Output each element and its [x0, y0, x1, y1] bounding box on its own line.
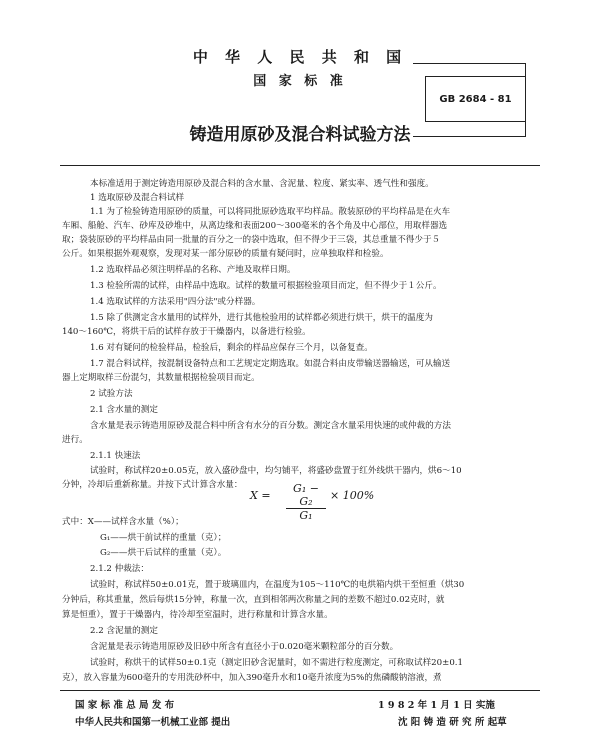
formula-legend: G₂——烘干后试样的重量（克）。: [100, 548, 227, 558]
intro-paragraph: 本标准适用于测定铸造用原砂及混合料的含水量、含泥量、粒度、紧实率、透气性和强度。: [90, 179, 434, 189]
formula-legend: G₁——烘干前试样的重量（克）；: [100, 533, 227, 543]
moisture-formula: [250, 482, 400, 522]
paragraph-line: 1.4 选取试样的方法采用"四分法"或分样器。: [90, 297, 261, 307]
paragraph-line: 1.7 混合料试样，按混制设备特点和工艺规定定期选取。如混合料由皮带输送器输送，可从输送: [90, 359, 451, 369]
paragraph-line: 试验时，称试样50±0.01克，置于玻璃皿内，在温度为105～110℃的电烘箱内烘干至恒重（烘30: [90, 580, 465, 590]
document-title: 铸造用原砂及混合料试验方法: [189, 125, 411, 145]
paragraph-line: 进行。: [62, 435, 88, 445]
formula-numerator: G₁ − G₂: [286, 482, 326, 509]
paragraph-line: 含水量是表示铸造用原砂及混合料中所含有水分的百分数。测定含水量采用快速的或仲裁的方法: [90, 421, 451, 431]
title-rule: [60, 165, 540, 166]
paragraph-line: 1.3 检验所需的试样，由样品中选取。试样的数量可根据检验项目而定，但不得少于１公斤。: [90, 281, 442, 291]
section-heading: 2 试验方法: [90, 389, 133, 399]
paragraph-line: 含泥量是表示铸造用原砂及旧砂中所含有直径小于0.020毫米颗粒部分的百分数。: [90, 642, 399, 652]
formula-denominator: G₁: [299, 509, 313, 522]
paragraph-line: 140～160℃，将烘干后的试样存放于干燥器内，以备进行检验。: [62, 327, 311, 337]
paragraph-line: 试验时，称试样20±0.05克，放入盛砂盘中，均匀铺平，将盛砂盘置于红外线烘干器内，烘6～10: [90, 466, 462, 476]
formula-legend: 式中：X——试样含水量（%）；: [62, 517, 184, 527]
paragraph-line: 克），放入容量为600毫升的专用洗砂杯中，加入390毫升水和10毫升浓度为5%的焦磷酸钠溶液，煮: [62, 673, 442, 683]
paragraph-line: 试验时，称烘干的试样50±0.1克（测定旧砂含泥量时，如不需进行粒度测定，可称取试样20±0.1: [90, 658, 463, 668]
paragraph-line: 车厢、船舱、汽车、砂库及砂堆中，从离边缘和表面200～300毫米的各个角及中心部位，用取样器选: [62, 221, 448, 231]
paragraph-line: 分钟后，称其重量，然后每烘15分钟，称量一次，直到相邻两次称量之间的差数不超过0.02克时，就: [62, 595, 445, 605]
section-heading: 1 选取原砂及混合料试样: [90, 193, 185, 203]
subsection-heading: 2.1.2 仲裁法：: [90, 564, 149, 574]
paragraph-line: 1.1 为了检验铸造用原砂的质量，可以将同批原砂选取平均样品。散装原砂的平均样品是在火车: [90, 207, 451, 217]
footer-drafter: 沈 阳 铸 造 研 究 所 起草: [398, 717, 507, 728]
standard-type-heading: 国 家 标 准: [253, 74, 347, 89]
formula-rhs: × 100%: [330, 489, 375, 502]
paragraph-line: 1.6 对有疑问的检验样品，检验后，剩余的样品应保存三个月，以备复查。: [90, 343, 373, 353]
subsection-heading: 2.1.1 快速法: [90, 451, 141, 461]
footer-rule: [60, 690, 540, 691]
paragraph-line: 器上定期取样三份混匀，其数量根据检验项目而定。: [62, 373, 260, 383]
standard-code: GB 2684 - 81: [425, 76, 525, 122]
footer-issuer: 国 家 标 准 总 局 发 布: [75, 700, 175, 711]
footer-proposer: 中华人民共和国第一机械工业部 提出: [75, 717, 231, 728]
subsection-heading: 2.2 含泥量的测定: [90, 626, 158, 636]
paragraph-line: 算是恒重），置于干燥器内，待冷却至室温时，进行称量和计算含水量。: [62, 610, 333, 620]
footer-issue-date: 1 9 8 2 年 1 月 1 日 实施: [378, 700, 495, 711]
paragraph-line: 分钟，冷却后重新称量。并按下式计算含水量：: [62, 480, 243, 490]
paragraph-line: 取；袋装原砂的平均样品由同一批量的百分之一的袋中选取，但不得少于三袋，其总重量不得少于５: [62, 235, 441, 245]
country-heading: 中 华 人 民 共 和 国: [192, 48, 408, 66]
formula-lhs: X =: [250, 489, 271, 502]
formula-fraction: [286, 482, 326, 522]
paragraph-line: 1.2 选取样品必须注明样品的名称、产地及取样日期。: [90, 265, 296, 275]
paragraph-line: 公斤。如果根据外观观察，发现对某一部分原砂的质量有疑问时，应单独取样和检验。: [62, 249, 389, 259]
subsection-heading: 2.1 含水量的测定: [90, 405, 158, 415]
paragraph-line: 1.5 除了供测定含水量用的试样外，进行其他检验用的试样都必须进行烘干，烘干的温度为: [90, 313, 433, 323]
